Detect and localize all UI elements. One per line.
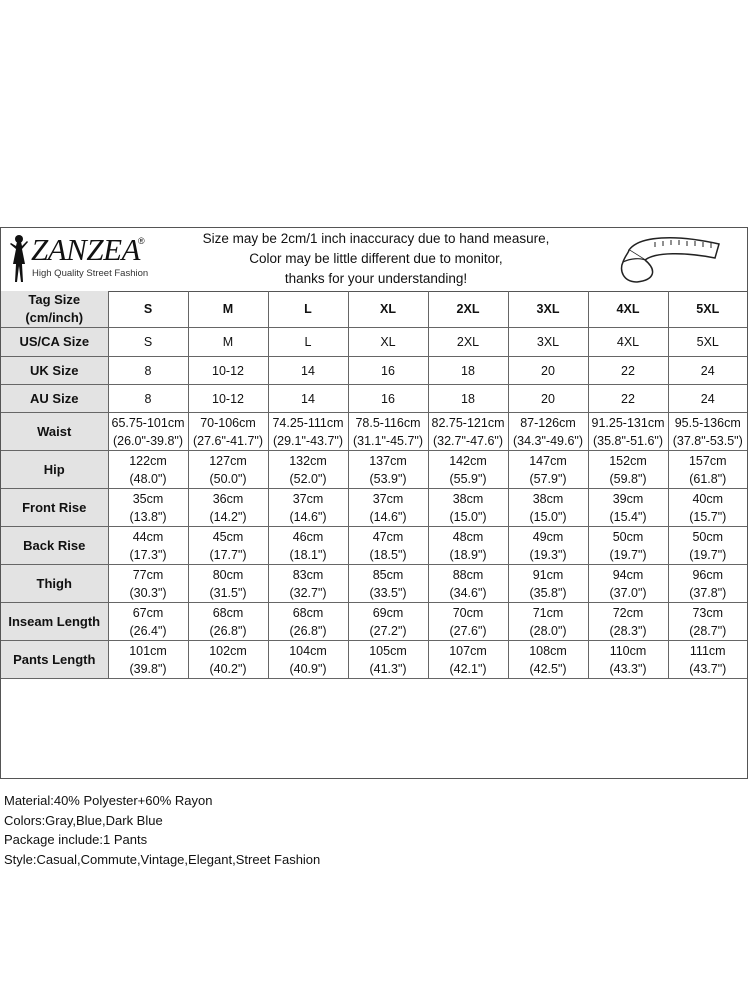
measurement-cell: [428, 357, 508, 385]
registered-mark: ®: [138, 236, 145, 246]
measurement-cell: [428, 641, 508, 679]
cell-value: 85cm: [372, 567, 404, 582]
cell-value-inch: (37.0"): [609, 585, 647, 600]
measurement-cell: [348, 385, 428, 413]
cell-value: 110cm: [609, 643, 647, 658]
cell-value-inch: (33.5"): [369, 585, 407, 600]
colors-line: Colors:Gray,Blue,Dark Blue: [4, 812, 163, 828]
cell-value-inch: (55.9"): [449, 471, 487, 486]
cell-value-inch: (19.7"): [689, 547, 727, 562]
cell-value-inch: (42.1"): [449, 661, 487, 676]
measurement-cell: [508, 451, 588, 489]
cell-value-inch: (28.7"): [689, 623, 727, 638]
cell-value: 46cm: [292, 529, 324, 544]
cell-value: 24: [700, 391, 715, 406]
cell-value: 108cm: [529, 643, 567, 658]
cell-value: 94cm: [612, 567, 644, 582]
measurement-cell: [188, 565, 268, 603]
cell-value: 83cm: [292, 567, 324, 582]
cell-value: 10-12: [212, 363, 244, 378]
cell-value-inch: (32.7"): [289, 585, 327, 600]
measurement-row: [1, 603, 747, 641]
size-table: [1, 291, 747, 679]
cell-value: 45cm: [212, 529, 244, 544]
cell-value: 127cm: [209, 453, 247, 468]
size-chart: [0, 227, 748, 867]
cell-value: 69cm: [372, 605, 404, 620]
brand-name: ZANZEA: [31, 232, 140, 267]
brand-tagline: High Quality Street Fashion: [32, 268, 149, 279]
row-label: Inseam Length: [1, 603, 108, 641]
measurement-cell: [188, 641, 268, 679]
measurement-cell: [348, 527, 428, 565]
cell-value: XL: [380, 335, 396, 349]
cell-value: 5XL: [696, 335, 719, 349]
cell-value: 74.25-111cm: [272, 415, 344, 430]
cell-value: 22: [621, 363, 635, 378]
cell-value-inch: (59.8"): [609, 471, 647, 486]
measurement-row: [1, 565, 747, 603]
measurement-cell: [428, 565, 508, 603]
measurement-cell: [428, 451, 508, 489]
measurement-cell: [428, 489, 508, 527]
measurement-cell: [268, 641, 348, 679]
measurement-cell: [668, 489, 747, 527]
brand-logo: [5, 232, 155, 288]
cell-value: 157cm: [688, 453, 727, 468]
cell-value-inch: (27.6"-41.7"): [192, 433, 264, 448]
measurement-cell: [108, 451, 188, 489]
measurement-cell: [668, 385, 747, 413]
measurement-cell: [108, 641, 188, 679]
cell-value: 10-12: [212, 391, 244, 406]
measurement-cell: [348, 603, 428, 641]
measurement-cell: [188, 385, 268, 413]
cell-value-inch: (19.3"): [529, 547, 567, 562]
cell-value: 122cm: [129, 453, 167, 468]
cell-value-inch: (37.8"): [689, 585, 727, 600]
measurement-cell: [108, 413, 188, 451]
measurement-cell: [668, 451, 747, 489]
measurement-cell: [668, 565, 747, 603]
cell-value: 95.5-136cm: [674, 415, 741, 430]
measurement-cell: [188, 527, 268, 565]
cell-value: 70cm: [452, 605, 484, 620]
measurement-cell: [668, 328, 747, 357]
row-label: Thigh: [1, 565, 108, 603]
measurement-cell: [588, 489, 668, 527]
cell-value-inch: (26.8"): [289, 623, 327, 638]
tag-size-label: [1, 291, 108, 328]
measurement-row: [1, 328, 747, 357]
cell-value-inch: (15.0"): [529, 509, 567, 524]
measurement-cell: [428, 527, 508, 565]
cell-value: 137cm: [369, 453, 407, 468]
measurement-row: [1, 357, 747, 385]
cell-value: 37cm: [292, 491, 324, 506]
cell-value-inch: (14.6"): [369, 509, 407, 524]
cell-value: 39cm: [612, 491, 644, 506]
cell-value-inch: (13.8"): [129, 509, 167, 524]
measurement-cell: [188, 451, 268, 489]
cell-value-inch: (18.9"): [449, 547, 487, 562]
cell-value: 87-126cm: [520, 415, 576, 430]
cell-value: 68cm: [212, 605, 244, 620]
cell-value: 37cm: [372, 491, 404, 506]
cell-value-inch: (26.4"): [129, 623, 167, 638]
measurement-cell: [268, 357, 348, 385]
measurement-cell: [508, 527, 588, 565]
row-label: Tag Size: [28, 292, 81, 307]
cell-value: 18: [461, 391, 475, 406]
measurement-cell: [268, 565, 348, 603]
cell-value-inch: (17.7"): [209, 547, 247, 562]
size-header-cell: XL: [348, 291, 428, 328]
measurement-cell: [348, 451, 428, 489]
measurement-cell: [508, 328, 588, 357]
cell-value: 20: [541, 363, 555, 378]
cell-value-inch: (26.8"): [209, 623, 247, 638]
measurement-cell: [588, 527, 668, 565]
size-header-cell: 5XL: [668, 291, 747, 328]
measurement-notes: [191, 229, 561, 289]
measurement-cell: [348, 489, 428, 527]
cell-value-inch: (32.7"-47.6"): [432, 433, 504, 448]
cell-value: 35cm: [132, 491, 164, 506]
cell-value-inch: (50.0"): [209, 471, 247, 486]
measurement-cell: [668, 527, 747, 565]
cell-value: 4XL: [616, 335, 640, 349]
measurement-cell: [588, 603, 668, 641]
cell-value: 49cm: [532, 529, 564, 544]
product-info: [1, 791, 750, 869]
cell-value: 50cm: [692, 529, 724, 544]
cell-value: 65.75-101cm: [111, 415, 185, 430]
cell-value: 96cm: [692, 567, 724, 582]
measurement-cell: [108, 603, 188, 641]
measurement-cell: [348, 413, 428, 451]
measurement-cell: [588, 565, 668, 603]
measurement-cell: [188, 489, 268, 527]
cell-value-inch: (41.3"): [369, 661, 407, 676]
cell-value-inch: (43.3"): [609, 661, 647, 676]
measurement-cell: [268, 527, 348, 565]
cell-value-inch: (14.2"): [209, 509, 247, 524]
cell-value: 77cm: [132, 567, 164, 582]
measurement-cell: [508, 603, 588, 641]
cell-value: 152cm: [609, 453, 647, 468]
row-label-unit: (cm/inch): [25, 310, 84, 325]
cell-value: 2XL: [456, 335, 480, 349]
measurement-cell: [508, 641, 588, 679]
cell-value-inch: (40.9"): [289, 661, 327, 676]
cell-value: L: [304, 335, 312, 349]
cell-value: 102cm: [209, 643, 247, 658]
material-line: Material:40% Polyester+60% Rayon: [4, 793, 213, 808]
cell-value: 16: [381, 391, 395, 406]
row-label: US/CA Size: [1, 328, 108, 357]
cell-value: 24: [700, 363, 715, 378]
measurement-cell: [508, 489, 588, 527]
measuring-tape-icon: [615, 230, 725, 288]
measurement-row: [1, 641, 747, 679]
measurement-cell: [188, 328, 268, 357]
row-label: Front Rise: [1, 489, 108, 527]
cell-value: 104cm: [289, 643, 327, 658]
cell-value-inch: (27.6"): [449, 623, 487, 638]
measurement-cell: [508, 385, 588, 413]
cell-value: 91cm: [532, 567, 564, 582]
measurement-cell: [188, 603, 268, 641]
cell-value-inch: (39.8"): [129, 661, 167, 676]
measurement-row: [1, 489, 747, 527]
measurement-cell: [428, 413, 508, 451]
measurement-cell: [268, 328, 348, 357]
measurement-cell: [588, 641, 668, 679]
size-header-cell: 2XL: [428, 291, 508, 328]
cell-value: 70-106cm: [200, 415, 256, 430]
cell-value: 91.25-131cm: [591, 415, 665, 430]
cell-value: 14: [301, 391, 315, 406]
cell-value: 3XL: [536, 335, 560, 349]
cell-value: 132cm: [289, 453, 327, 468]
cell-value-inch: (15.4"): [609, 509, 647, 524]
cell-value: 88cm: [452, 567, 484, 582]
cell-value-inch: (35.8"-51.6"): [592, 433, 664, 448]
cell-value: 111cm: [689, 643, 726, 658]
cell-value-inch: (28.0"): [529, 623, 567, 638]
measurement-row: [1, 385, 747, 413]
cell-value: 142cm: [449, 453, 487, 468]
cell-value: 68cm: [292, 605, 324, 620]
cell-value-inch: (40.2"): [209, 661, 247, 676]
measurement-cell: [668, 357, 747, 385]
cell-value: 72cm: [612, 605, 644, 620]
measurement-cell: [108, 357, 188, 385]
cell-value: 18: [461, 363, 475, 378]
cell-value: 50cm: [612, 529, 644, 544]
cell-value-inch: (48.0"): [129, 471, 167, 486]
cell-value-inch: (31.5"): [209, 585, 247, 600]
cell-value: 44cm: [132, 529, 164, 544]
cell-value-inch: (18.5"): [369, 547, 407, 562]
measurement-cell: [508, 565, 588, 603]
cell-value: 22: [621, 391, 635, 406]
cell-value-inch: (61.8"): [689, 471, 727, 486]
measurement-cell: [268, 603, 348, 641]
measurement-row: [1, 527, 747, 565]
measurement-cell: [588, 357, 668, 385]
row-label: Pants Length: [1, 641, 108, 679]
measurement-cell: [428, 328, 508, 357]
measurement-cell: [508, 357, 588, 385]
size-header-cell: L: [268, 291, 348, 328]
cell-value: 48cm: [452, 529, 484, 544]
cell-value: 82.75-121cm: [431, 415, 505, 430]
cell-value-inch: (42.5"): [529, 661, 567, 676]
cell-value-inch: (53.9"): [369, 471, 407, 486]
measurement-cell: [108, 328, 188, 357]
cell-value-inch: (34.6"): [449, 585, 487, 600]
measurement-cell: [588, 413, 668, 451]
measurement-row: [1, 451, 747, 489]
cell-value-inch: (27.2"): [369, 623, 407, 638]
cell-value-inch: (17.3"): [129, 547, 167, 562]
measurement-cell: [588, 328, 668, 357]
cell-value: 147cm: [529, 453, 567, 468]
cell-value-inch: (14.6"): [289, 509, 327, 524]
cell-value-inch: (43.7"): [689, 661, 727, 676]
cell-value: S: [143, 335, 153, 349]
measurement-cell: [348, 565, 428, 603]
measurement-cell: [348, 641, 428, 679]
cell-value-inch: (30.3"): [129, 585, 167, 600]
measurement-cell: [188, 357, 268, 385]
size-header-cell: 4XL: [588, 291, 668, 328]
cell-value: 20: [541, 391, 555, 406]
cell-value-inch: (31.1"-45.7"): [352, 433, 424, 448]
cell-value-inch: (26.0"-39.8"): [112, 433, 184, 448]
size-header-row: [1, 291, 747, 328]
cell-value: 73cm: [692, 605, 724, 620]
measurement-cell: [108, 385, 188, 413]
measurement-cell: [108, 527, 188, 565]
cell-value: 80cm: [212, 567, 244, 582]
cell-value: 71cm: [532, 605, 564, 620]
cell-value: 101cm: [129, 643, 167, 658]
measurement-cell: [668, 641, 747, 679]
cell-value: M: [222, 335, 234, 349]
cell-value-inch: (19.7"): [609, 547, 647, 562]
cell-value: 8: [144, 363, 152, 378]
package-line: Package include:1 Pants: [4, 832, 148, 847]
measurement-cell: [668, 603, 747, 641]
cell-value: 47cm: [372, 529, 404, 544]
measurement-cell: [268, 489, 348, 527]
cell-value-inch: (29.1"-43.7"): [272, 433, 344, 448]
measurement-cell: [108, 565, 188, 603]
measurement-cell: [588, 385, 668, 413]
cell-value-inch: (52.0"): [289, 471, 327, 486]
measurement-cell: [268, 385, 348, 413]
measurement-row: [1, 413, 747, 451]
cell-value-inch: (15.7"): [689, 509, 727, 524]
cell-value: 14: [301, 363, 315, 378]
cell-value: 16: [381, 363, 395, 378]
cell-value: 38cm: [452, 491, 484, 506]
measurement-cell: [348, 357, 428, 385]
style-line: Style:Casual,Commute,Vintage,Elegant,Street Fashion: [4, 851, 321, 867]
measurement-cell: [668, 413, 747, 451]
note-line: Size may be 2cm/1 inch inaccuracy due to hand measure,: [202, 231, 550, 246]
measurement-cell: [428, 603, 508, 641]
cell-value: 78.5-116cm: [355, 415, 421, 430]
row-label: Back Rise: [1, 527, 108, 565]
row-label: Hip: [1, 451, 108, 489]
cell-value: 8: [144, 391, 152, 406]
size-header-cell: S: [108, 291, 188, 328]
measurement-cell: [508, 413, 588, 451]
cell-value: 105cm: [369, 643, 407, 658]
chart-header: [1, 228, 747, 292]
row-label: UK Size: [1, 357, 108, 385]
measurement-cell: [188, 413, 268, 451]
measurement-cell: [428, 385, 508, 413]
cell-value: 40cm: [692, 491, 724, 506]
cell-value: 38cm: [532, 491, 564, 506]
cell-value-inch: (37.8"-53.5"): [672, 433, 743, 448]
measurement-cell: [588, 451, 668, 489]
cell-value: 36cm: [212, 491, 244, 506]
measurement-cell: [268, 451, 348, 489]
row-label: AU Size: [1, 385, 108, 413]
cell-value-inch: (15.0"): [449, 509, 487, 524]
fashion-figure-icon: [5, 232, 33, 284]
cell-value-inch: (28.3"): [609, 623, 647, 638]
row-label: Waist: [1, 413, 108, 451]
measurement-cell: [348, 328, 428, 357]
cell-value-inch: (57.9"): [529, 471, 567, 486]
cell-value: 67cm: [132, 605, 164, 620]
cell-value-inch: (18.1"): [289, 547, 327, 562]
cell-value-inch: (34.3"-49.6"): [512, 433, 584, 448]
cell-value-inch: (35.8"): [529, 585, 567, 600]
size-header-cell: 3XL: [508, 291, 588, 328]
note-line: thanks for your understanding!: [284, 271, 468, 286]
cell-value: 107cm: [449, 643, 487, 658]
note-line: Color may be little different due to monitor,: [249, 251, 503, 266]
measurement-cell: [108, 489, 188, 527]
measurement-cell: [268, 413, 348, 451]
size-header-cell: M: [188, 291, 268, 328]
